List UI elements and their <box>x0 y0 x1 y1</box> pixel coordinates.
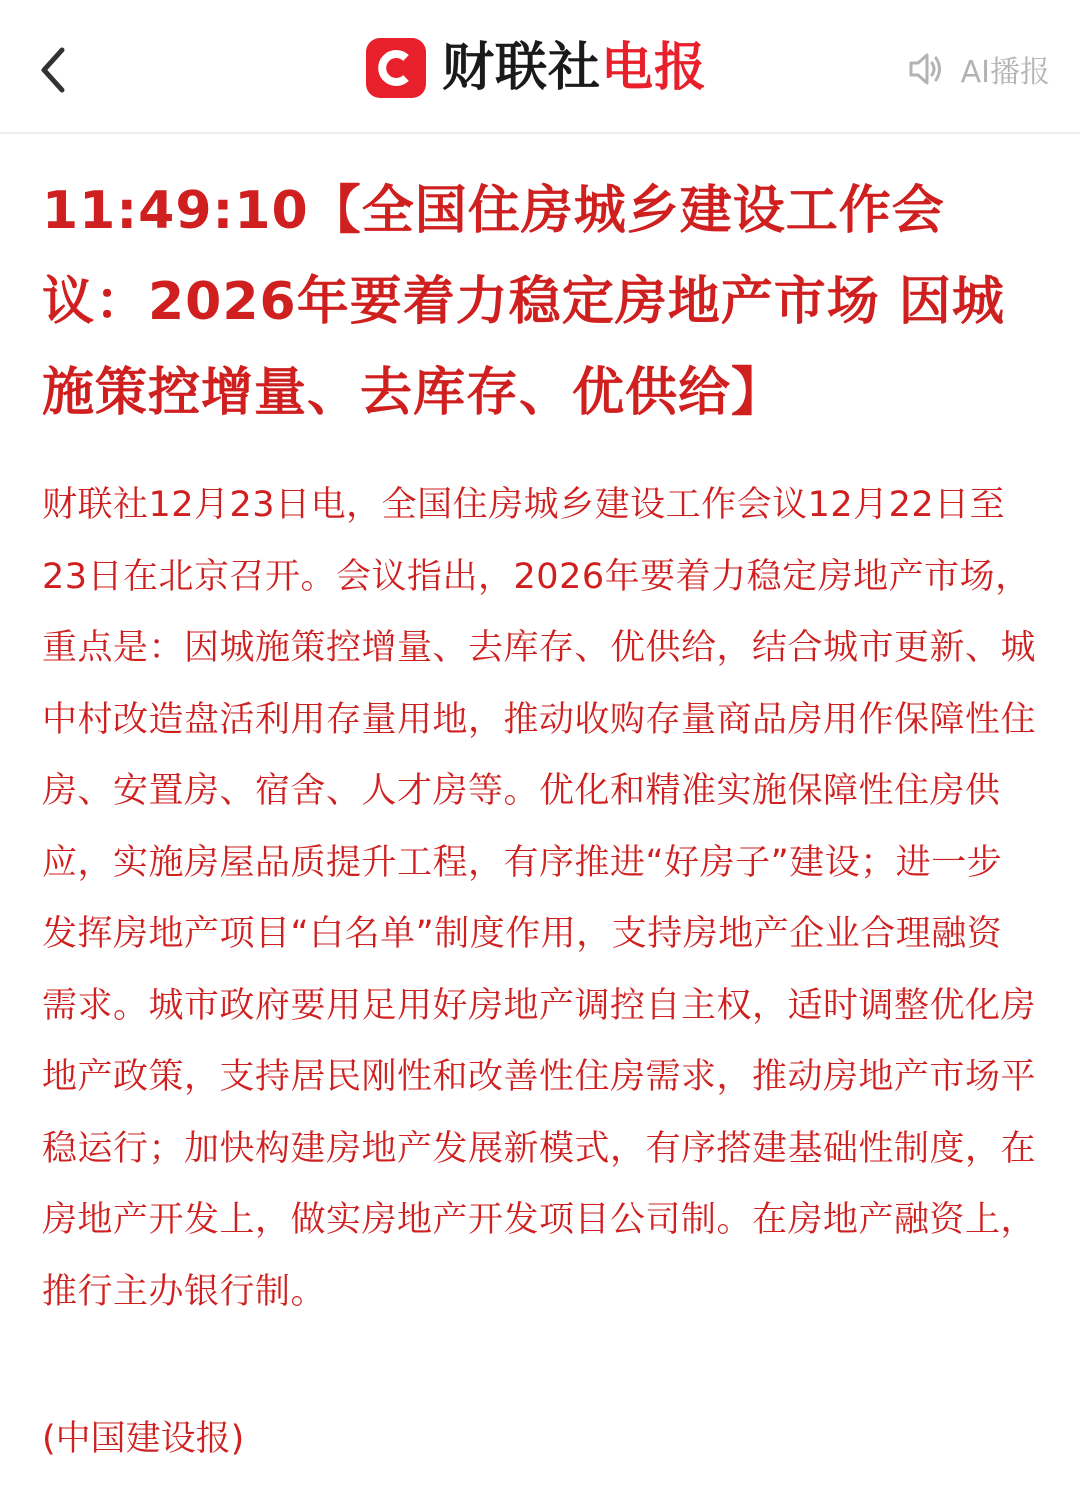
ai-broadcast-label: AI播报 <box>960 55 1050 90</box>
top-navigation-bar <box>0 0 1080 134</box>
back-button[interactable] <box>30 40 80 100</box>
article-source: (中国建设报) <box>42 1419 245 1459</box>
c-letter-icon <box>373 45 419 91</box>
article-headline <box>42 166 1042 439</box>
speaker-icon <box>905 48 947 90</box>
article-time: 11:49:10 <box>42 181 309 241</box>
article-headline-text: 【全国住房城乡建设工作会议：2026年要着力稳定房地产市场 因城施策控增量、去库存、优供给】 <box>42 181 1005 423</box>
brand-name-part2: 电报 <box>601 38 708 98</box>
ai-broadcast-button[interactable] <box>905 44 1050 94</box>
brand-name <box>442 36 707 100</box>
article-body: 财联社12月23日电，全国住房城乡建设工作会议12月22日至23日在北京召开。会议指出，2026年要着力稳定房地产市场，重点是：因城施策控增量、去库存、优供给，结合城市更新、城中村改造盘活利用存量用地，推动收购存量商品房用作保障性住房、安置房、宿舍、人才房等。优化和精准实施保障性住房供应，实施房屋品质提升工程，有序推进“好房子”建设；进一步发挥房地产项目“白名单”制度作用，支持房地产企业合理融资需求。城市政府要用足用好房地产调控自主权，适时调整优化房地产政策，支持居民刚性和改善性住房需求，推动房地产市场平稳运行；加快构建房地产发展新模式，有序搭建基础性制度，在房地产开发上，做实房地产开发项目公司制。在房地产融资上，推行主办银行制。 <box>42 485 1037 1312</box>
chevron-left-icon <box>30 40 80 100</box>
brand-name-part1: 财联社 <box>442 38 602 98</box>
brand-logo-icon <box>366 38 426 98</box>
brand-header <box>366 36 707 100</box>
